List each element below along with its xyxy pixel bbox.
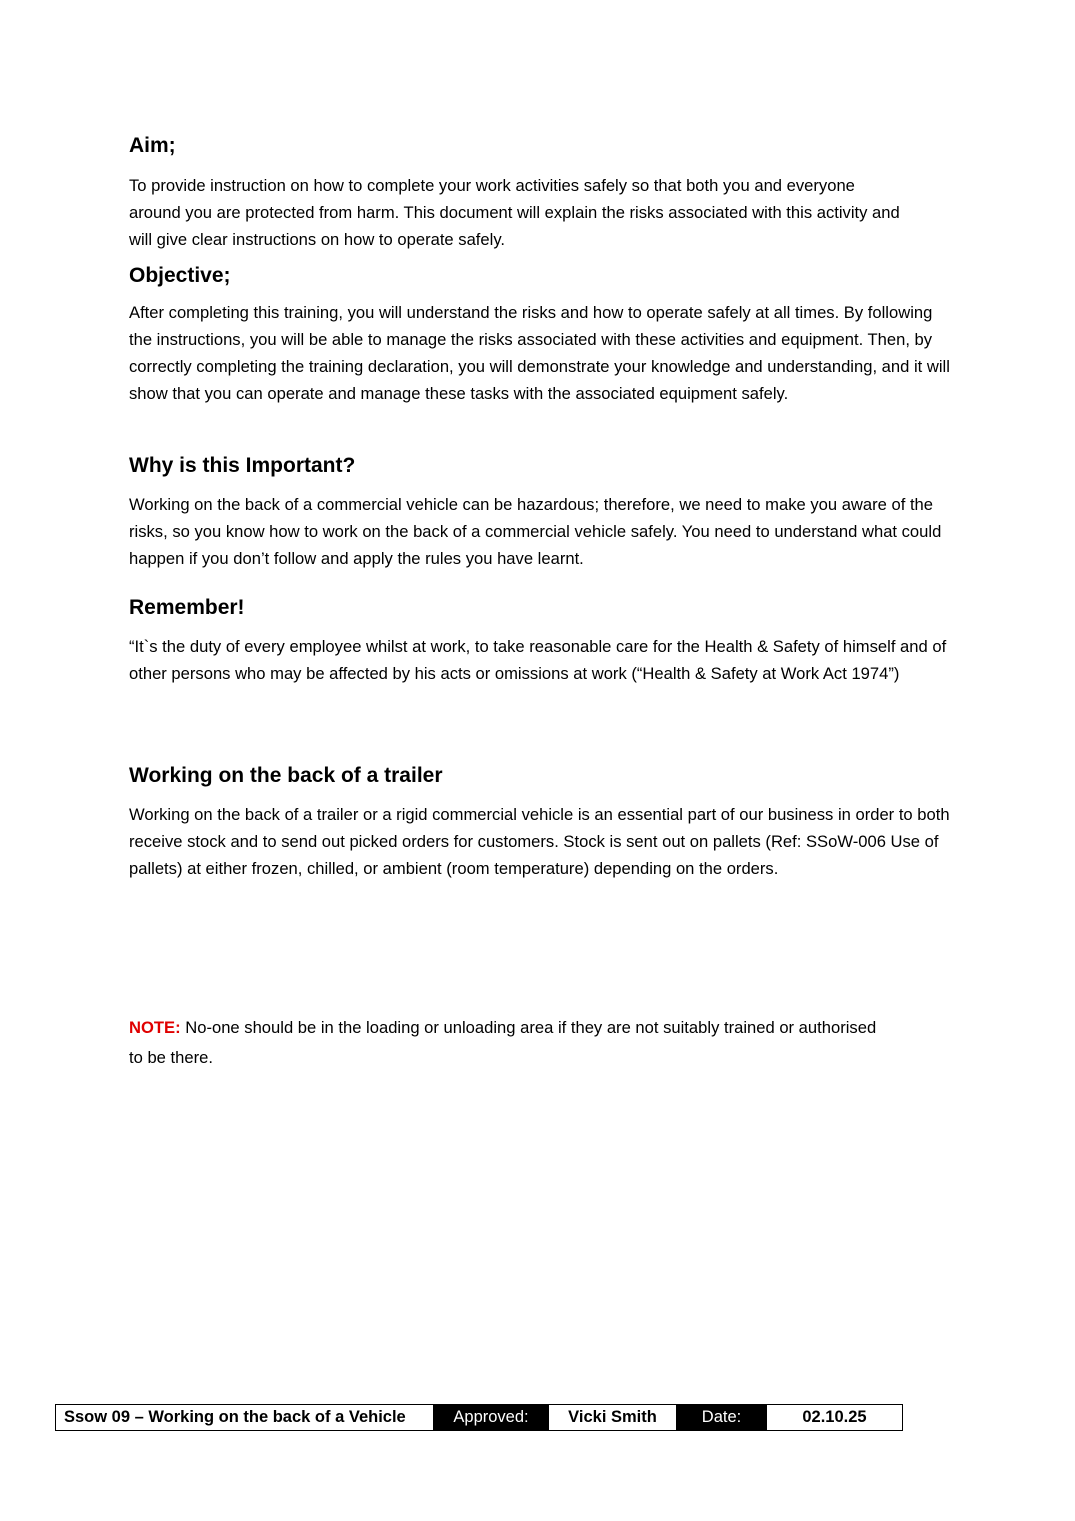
importance-heading: Why is this Important? [129,454,356,477]
objective-section [129,262,959,407]
footer-date-label: Date: [677,1405,767,1430]
note-text: No-one should be in the loading or unloading area if they are not suitably trained or authorised to be there. [129,1018,877,1067]
footer-approver-name: Vicki Smith [549,1405,677,1430]
note-paragraph [129,1013,889,1073]
importance-section [129,452,959,572]
remember-heading: Remember! [129,596,245,619]
remember-quote: “It`s the duty of every employee whilst at work, to take reasonable care for the Health & Safety of himself and of other persons who may be affected by his acts or omissions at work (“Health & Safety at Work Act 1974”) [129,637,947,683]
footer-document-title: Ssow 09 – Working on the back of a Vehicle [56,1405,434,1430]
note-section [129,1013,889,1073]
objective-heading: Objective; [129,264,231,287]
footer-approved-label: Approved: [434,1405,549,1430]
importance-text: Working on the back of a commercial vehicle can be hazardous; therefore, we need to make you aware of the risks, so you know how to work on the back of a commercial vehicle safely. You need to understand what could happen if you don’t follow and apply the rules you have learnt. [129,495,942,568]
remember-section [129,594,959,687]
aim-heading: Aim; [129,134,176,157]
document-footer [55,1404,903,1431]
note-label: NOTE: [129,1018,181,1037]
objective-text: After completing this training, you will understand the risks and how to operate safely at all times. By following the instructions, you will be able to manage the risks associated with these activities and equipment. Then, by correctly completing the training declaration, you will demonstrate your knowledge and understanding, and it will show that you can operate and manage these tasks with the associated equipment safely. [129,303,950,403]
trailer-section [129,762,959,882]
footer-date: 02.10.25 [802,1408,867,1426]
aim-section [129,132,959,253]
trailer-heading: Working on the back of a trailer [129,764,443,787]
trailer-text: Working on the back of a trailer or a rigid commercial vehicle is an essential part of our business in order to both receive stock and to send out picked orders for customers. Stock is sent out on pallets (Ref: SSoW-006 Use of pallets) at either frozen, chilled, or ambient (room temperature) depending on the orders. [129,805,950,878]
aim-text: To provide instruction on how to complete your work activities safely so that both you and everyone around you are protected from harm. This document will explain the risks associated with this activity and will give clear instructions on how to operate safely. [129,176,900,249]
